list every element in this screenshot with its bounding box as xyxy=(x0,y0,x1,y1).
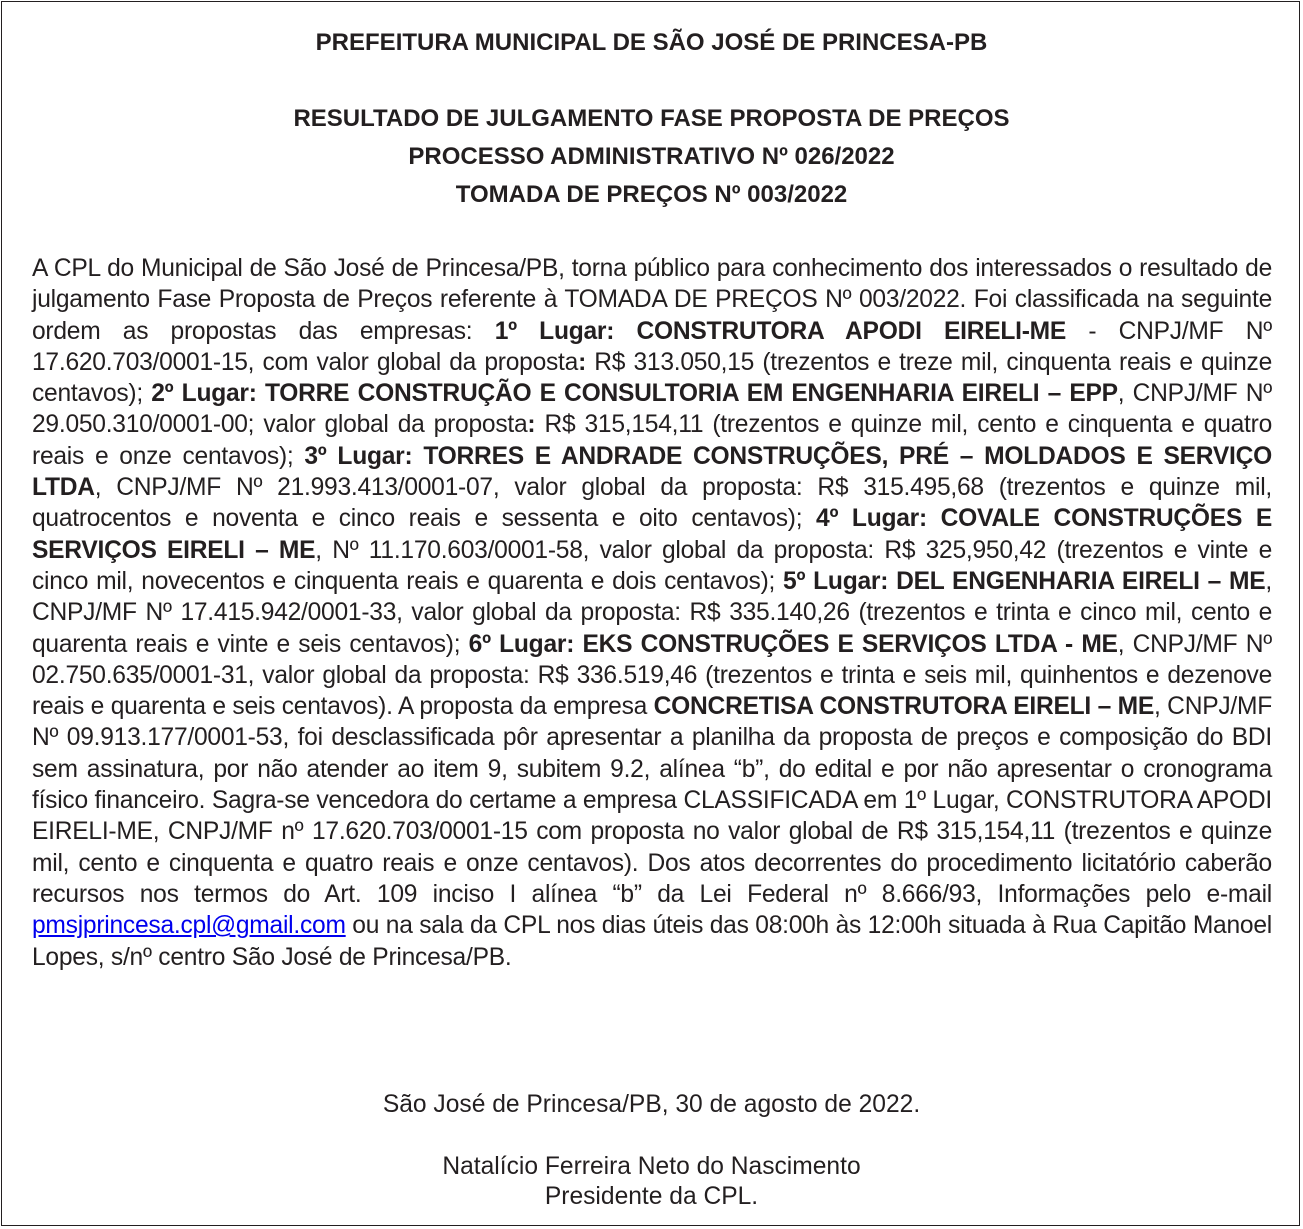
body-text-segment: , CNPJ/MF Nº 29.050.310/0001-00; valor global da proposta xyxy=(32,380,1272,439)
body-text-segment: , Nº 11.170.603/0001-58, valor global da proposta: R$ 325,950,42 (trezentos e vinte e cinco mil, novecentos e cinquenta reais e quarenta e dois centavos); xyxy=(32,536,1272,595)
signer-name: Natalício Ferreira Neto do Nascimento xyxy=(442,1153,861,1180)
document-subtitle-tender: TOMADA DE PREÇOS Nº 003/2022 xyxy=(455,181,848,208)
signer-role: Presidente da CPL. xyxy=(544,1183,759,1210)
body-text-segment: A CPL do Municipal de São José de Princesa/PB, torna público para conhecimento dos interessados o resultado de julgamento Fase Proposta de Preços referente à TOMADA DE PREÇOS Nº 003/2022. Foi classificada na seguinte ordem as propostas das empresas: xyxy=(32,255,1272,345)
body-text-segment: , CNPJ/MF Nº 09.913.177/0001-53, foi desclassificada pôr apresentar a planilha da proposta de preços e composição do BDI sem assinatura, por não atender ao item 9, subitem 9.2, alínea “b”, do edital e por não apresentar o cronograma físico financeiro. Sagra-se vencedora do certame a empresa CLASSIFICADA em 1º Lugar, CONSTRUTORA APODI EIRELI-ME, CNPJ/MF nº 17.620.703/0001-15 com proposta no valor global de R$ 315,154,11 (trezentos e quinze mil, cento e cinquenta e quatro reais e onze centavos). Dos atos decorrentes do procedimento licitatório caberão recursos nos termos do Art. 109 inciso I alínea “b” da Lei Federal nº 8.666/93, Informações pelo e-mail xyxy=(32,693,1272,908)
third-place-company: 3º Lugar: TORRES E ANDRADE CONSTRUÇÕES, PRÉ – MOLDADOS E SERVIÇO LTDA xyxy=(32,442,1273,502)
email-link[interactable]: pmsjprincesa.cpl@gmail.com xyxy=(32,912,346,940)
fifth-place-company: 5º Lugar: DEL ENGENHARIA EIRELI – ME xyxy=(783,567,1266,595)
page-title: PREFEITURA MUNICIPAL DE SÃO JOSÉ DE PRINCESA-PB xyxy=(315,29,988,56)
body-text-segment: , CNPJ/MF Nº 02.750.635/0001-31, valor global da proposta: R$ 336.519,46 (trezentos e trinta e seis mil, quinhentos e dezenove reais e quarenta e seis centavos). A proposta da empresa xyxy=(32,630,1273,721)
second-place-company: 2º Lugar: TORRE CONSTRUÇÃO E CONSULTORIA EM ENGENHARIA EIRELI – EPP xyxy=(151,380,1118,408)
body-text-segment: R$ 315,154,11 (trezentos e quinze mil, cento e cinquenta e quatro reais e onze centavos); xyxy=(32,411,1273,470)
body-paragraph xyxy=(32,253,1272,973)
sixth-place-company: 6º Lugar: EKS CONSTRUÇÕES E SERVIÇOS LTDA - ME xyxy=(468,630,1118,658)
first-place-company: 1º Lugar: CONSTRUTORA APODI EIRELI-ME xyxy=(494,317,1067,345)
body-text-segment: - CNPJ/MF Nº 17.620.703/0001-15, com valor global da proposta xyxy=(32,317,1272,376)
date-line: São José de Princesa/PB, 30 de agosto de 2022. xyxy=(382,1091,921,1118)
document-subtitle-result: RESULTADO DE JULGAMENTO FASE PROPOSTA DE PREÇOS xyxy=(293,105,1010,132)
body-text-segment: , CNPJ/MF Nº 17.415.942/0001-33, valor global da proposta: R$ 335.140,26 (trezentos e trinta e cinco mil, cento e quarenta reais e vinte e seis centavos); xyxy=(32,567,1272,658)
fourth-place-company: 4º Lugar: COVALE CONSTRUÇÕES E SERVIÇOS EIRELI – ME xyxy=(32,505,1272,564)
body-text-segment: R$ 313.050,15 (trezentos e treze mil, cinquenta reais e quinze centavos); xyxy=(32,348,1272,408)
disqualified-company: CONCRETISA CONSTRUTORA EIRELI – ME xyxy=(653,693,1154,721)
body-bold-colon: : xyxy=(578,348,587,376)
body-bold-colon: : xyxy=(527,411,536,439)
body-text-segment: , CNPJ/MF Nº 21.993.413/0001-07, valor global da proposta: R$ 315.495,68 (trezentos e quinze mil, quatrocentos e noventa e cinco reais e sessenta e oito centavos); xyxy=(32,474,1272,533)
document-subtitle-process: PROCESSO ADMINISTRATIVO Nº 026/2022 xyxy=(408,143,895,170)
body-text-segment: ou na sala da CPL nos dias úteis das 08:00h às 12:00h situada à Rua Capitão Manoel Lopes, s/nº centro São José de Princesa/PB. xyxy=(32,912,1272,971)
